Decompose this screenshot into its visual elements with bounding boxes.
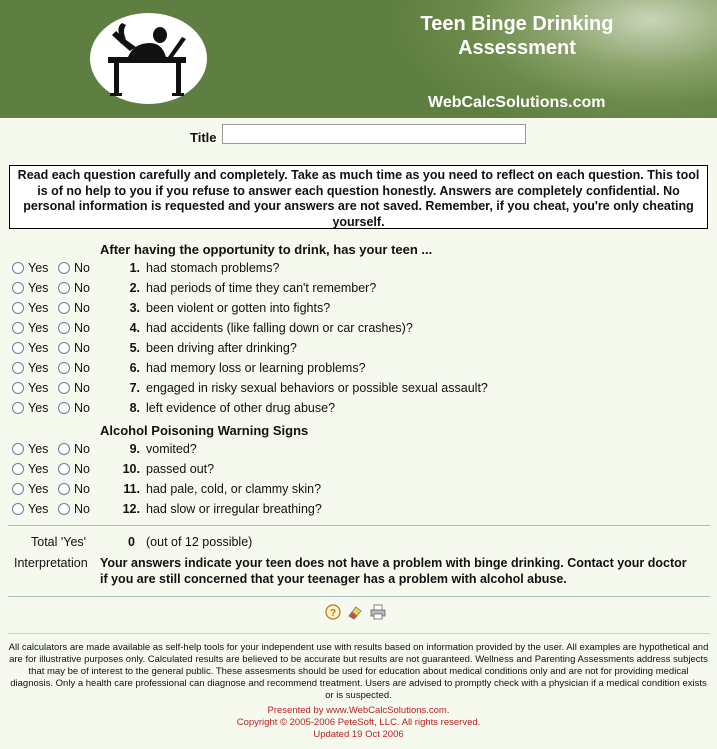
question-text: passed out? <box>146 462 215 476</box>
printer-icon[interactable] <box>370 604 386 620</box>
no-label[interactable]: No <box>74 301 90 315</box>
no-radio[interactable] <box>58 322 70 334</box>
logo <box>90 13 207 104</box>
yes-radio[interactable] <box>12 282 24 294</box>
yes-label[interactable]: Yes <box>28 321 49 335</box>
divider <box>8 525 710 526</box>
yes-label[interactable]: Yes <box>28 401 49 415</box>
question-text: been violent or gotten into fights? <box>146 301 331 315</box>
no-radio[interactable] <box>58 342 70 354</box>
no-radio[interactable] <box>58 302 70 314</box>
no-label[interactable]: No <box>74 361 90 375</box>
question-row <box>0 500 717 520</box>
question-row <box>0 339 717 359</box>
interpretation-label: Interpretation <box>14 556 88 570</box>
question-number: 7. <box>129 381 140 395</box>
question-number: 1. <box>129 261 140 275</box>
yes-radio[interactable] <box>12 322 24 334</box>
title-label: Title <box>190 130 217 145</box>
question-text: been driving after drinking? <box>146 341 297 355</box>
yes-label[interactable]: Yes <box>28 462 49 476</box>
instructions-box: Read each question carefully and completely. Take as much time as you need to reflect on each question. This tool is of no help to you if you refuse to answer each question honestly. Answers are completely confidential. No personal information is requested and your answers are not saved. Remember, if you cheat, you're only cheating yourself. <box>9 165 708 229</box>
yes-label[interactable]: Yes <box>28 502 49 516</box>
no-radio[interactable] <box>58 382 70 394</box>
no-radio[interactable] <box>58 402 70 414</box>
updated-date: Updated 19 Oct 2006 <box>313 729 404 740</box>
total-value: 0 <box>128 535 135 549</box>
question-row <box>0 359 717 379</box>
section-heading-2: Alcohol Poisoning Warning Signs <box>100 423 309 438</box>
header-banner <box>0 0 717 118</box>
no-radio[interactable] <box>58 443 70 455</box>
no-radio[interactable] <box>58 262 70 274</box>
yes-label[interactable]: Yes <box>28 261 49 275</box>
no-radio[interactable] <box>58 282 70 294</box>
no-radio[interactable] <box>58 362 70 374</box>
question-text: had pale, cold, or clammy skin? <box>146 482 322 496</box>
person-at-desk-icon <box>90 13 207 104</box>
page-title: Teen Binge Drinking Assessment <box>420 13 614 59</box>
question-number: 6. <box>129 361 140 375</box>
yes-label[interactable]: Yes <box>28 361 49 375</box>
question-number: 3. <box>129 301 140 315</box>
no-radio[interactable] <box>58 463 70 475</box>
no-label[interactable]: No <box>74 381 90 395</box>
question-number: 11. <box>123 482 140 496</box>
yes-label[interactable]: Yes <box>28 281 49 295</box>
yes-radio[interactable] <box>12 262 24 274</box>
yes-radio[interactable] <box>12 503 24 515</box>
no-label[interactable]: No <box>74 502 90 516</box>
no-label[interactable]: No <box>74 321 90 335</box>
disclaimer: All calculators are made available as self-help tools for your independent use with results based on information provided by the user. All examples are hypothetical and are for illustrative purposes only. Calculated results are believed to be accurate but results are not guaranteed. Wellness and Parenting Assessments address subjects that may be of interest to the general public. These assesments should be used for education about medical conditions only and are not for providing medical diagnosis. Only a health care professional can diagnose and recommend treatment. Users are advised to promptly check with a physician if a medical condition exists or is suspected. <box>8 642 709 701</box>
no-label[interactable]: No <box>74 482 90 496</box>
question-number: 4. <box>129 321 140 335</box>
question-row <box>0 319 717 339</box>
yes-label[interactable]: Yes <box>28 341 49 355</box>
total-label: Total 'Yes' <box>31 535 87 549</box>
yes-label[interactable]: Yes <box>28 381 49 395</box>
no-label[interactable]: No <box>74 401 90 415</box>
yes-label[interactable]: Yes <box>28 301 49 315</box>
question-number: 2. <box>129 281 140 295</box>
site-name[interactable]: WebCalcSolutions.com <box>428 94 606 111</box>
yes-radio[interactable] <box>12 463 24 475</box>
no-label[interactable]: No <box>74 281 90 295</box>
divider <box>8 596 710 597</box>
yes-radio[interactable] <box>12 402 24 414</box>
copyright: Copyright © 2005-2006 PeteSoft, LLC. All rights reserved. <box>236 717 481 728</box>
title-input[interactable] <box>222 124 526 144</box>
no-label[interactable]: No <box>74 341 90 355</box>
question-number: 9. <box>129 442 140 456</box>
toolbar <box>325 604 395 622</box>
presented-by[interactable]: Presented by www.WebCalcSolutions.com. <box>267 705 450 716</box>
yes-radio[interactable] <box>12 382 24 394</box>
interpretation-text: Your answers indicate your teen does not have a problem with binge drinking. Contact your doctor if you are still concerned that your teenager has a problem with alcohol abuse. <box>100 556 687 586</box>
no-label[interactable]: No <box>74 261 90 275</box>
question-text: vomited? <box>146 442 197 456</box>
question-text: left evidence of other drug abuse? <box>146 401 336 415</box>
question-text: had periods of time they can't remember? <box>146 281 377 295</box>
question-text: had memory loss or learning problems? <box>146 361 366 375</box>
question-row <box>0 379 717 399</box>
question-text: had stomach problems? <box>146 261 280 275</box>
no-radio[interactable] <box>58 483 70 495</box>
question-text: had slow or irregular breathing? <box>146 502 322 516</box>
question-number: 8. <box>129 401 140 415</box>
yes-radio[interactable] <box>12 443 24 455</box>
yes-radio[interactable] <box>12 302 24 314</box>
question-number: 12. <box>122 502 140 516</box>
footer <box>0 705 717 741</box>
total-note: (out of 12 possible) <box>146 535 253 549</box>
no-label[interactable]: No <box>74 442 90 456</box>
svg-text:?: ? <box>329 608 337 619</box>
no-label[interactable]: No <box>74 462 90 476</box>
question-row <box>0 399 717 419</box>
no-radio[interactable] <box>58 503 70 515</box>
question-row <box>0 440 717 460</box>
question-row <box>0 279 717 299</box>
question-number: 5. <box>129 341 140 355</box>
yes-label[interactable]: Yes <box>28 442 49 456</box>
yes-radio[interactable] <box>12 362 24 374</box>
question-row <box>0 480 717 500</box>
question-row <box>0 259 717 279</box>
question-text: engaged in risky sexual behaviors or possible sexual assault? <box>146 381 488 395</box>
yes-radio[interactable] <box>12 483 24 495</box>
yes-radio[interactable] <box>12 342 24 354</box>
question-number: 10. <box>122 462 140 476</box>
help-icon[interactable] <box>325 604 341 620</box>
title-row <box>0 124 717 146</box>
divider <box>8 633 710 634</box>
question-row <box>0 299 717 319</box>
section-heading-1: After having the opportunity to drink, has your teen ... <box>100 242 433 257</box>
eraser-icon[interactable] <box>347 604 363 620</box>
question-text: had accidents (like falling down or car crashes)? <box>146 321 413 335</box>
question-row <box>0 460 717 480</box>
yes-label[interactable]: Yes <box>28 482 49 496</box>
